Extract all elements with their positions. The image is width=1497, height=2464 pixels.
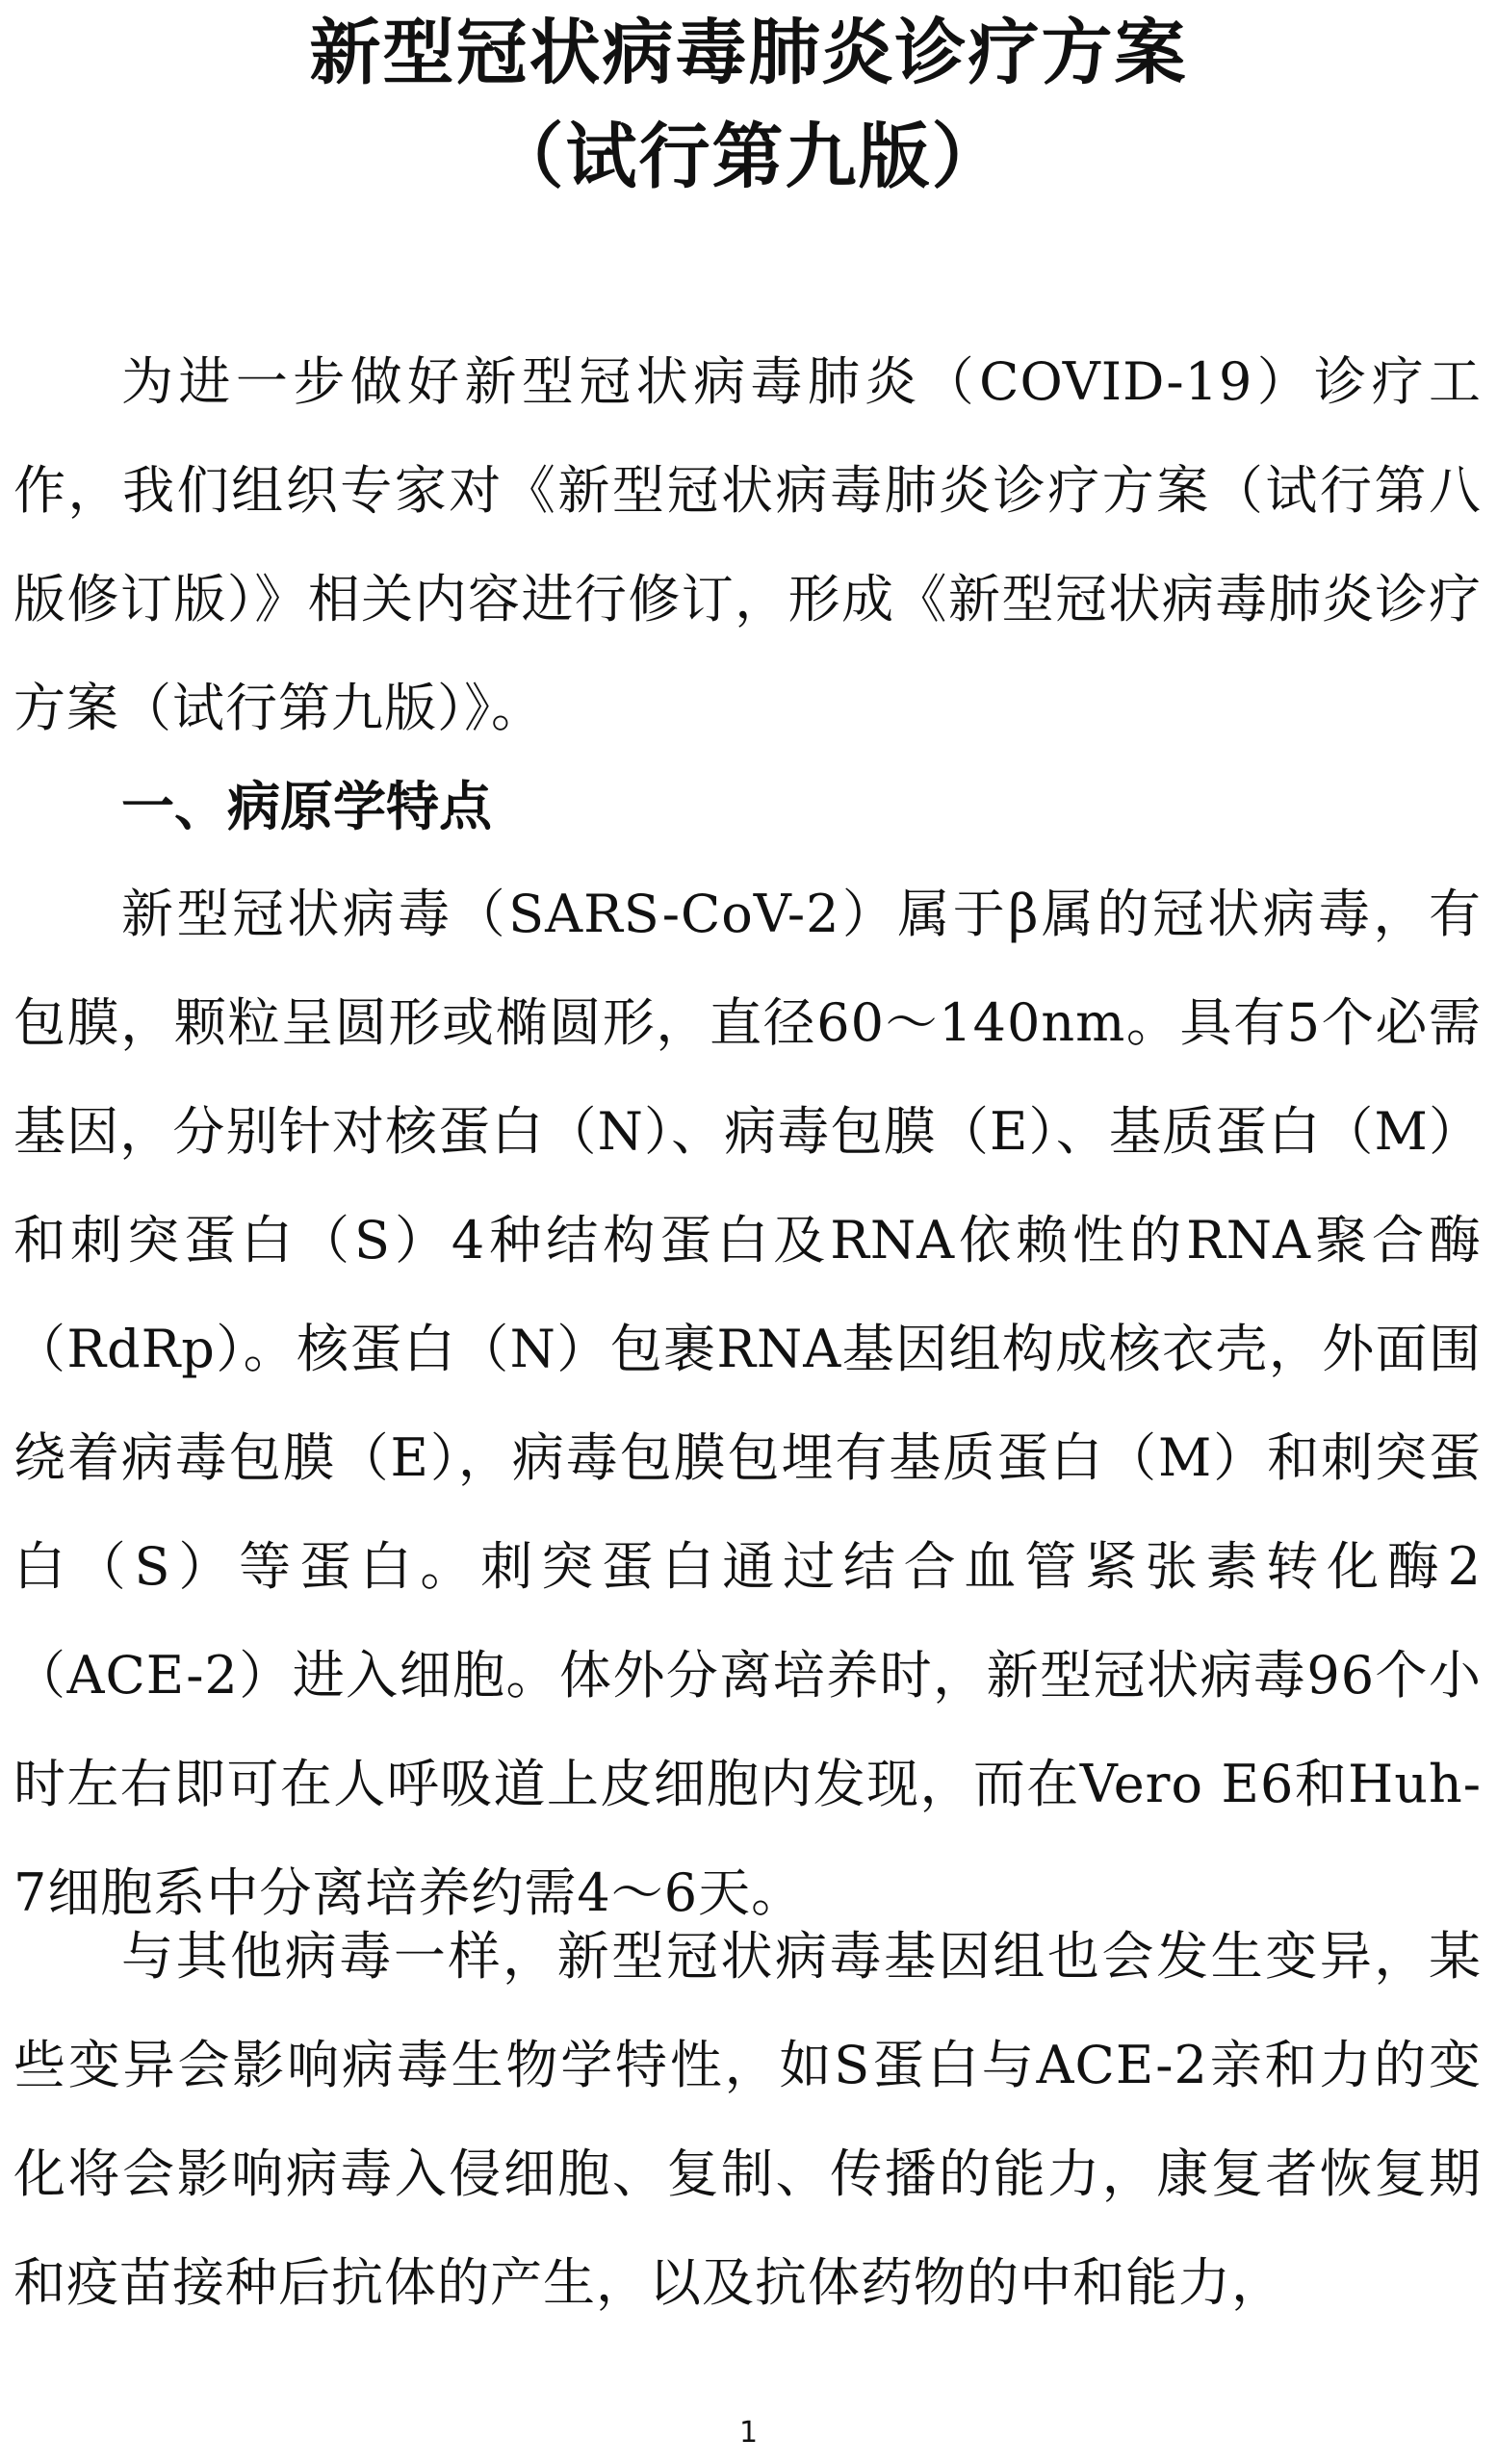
pathogen-paragraph: 新型冠状病毒（SARS-CoV-2）属于β属的冠状病毒，有包膜，颗粒呈圆形或椭圆形，直径60～140nm。具有5个必需基因，分别针对核蛋白（N）、病毒包膜（E）、基质蛋白（M）和刺突蛋白（S）4种结构蛋白及RNA依赖性的RNA聚合酶（RdRp）。核蛋白（N）包裹RNA基因组构成核衣壳，外面围绕着病毒包膜（E），病毒包膜包埋有基质蛋白（M）和刺突蛋白（S）等蛋白。刺突蛋白通过结合血管紧张素转化酶2（ACE-2）进入细胞。体外分离培养时，新型冠状病毒96个小时左右即可在人呼吸道上皮细胞内发现，而在Vero E6和Huh-7细胞系中分离培养约需4～6天。 — [13, 884, 1482, 1923]
document-subtitle: （试行第九版） — [492, 116, 1005, 198]
mutation-paragraph: 与其他病毒一样，新型冠状病毒基因组也会发生变异，某些变异会影响病毒生物学特性，如S蛋白与ACE-2亲和力的变化将会影响病毒入侵细胞、复制、传播的能力，康复者恢复期和疫苗接种后抗体的产生，以及抗体药物的中和能力， — [13, 1926, 1482, 2313]
page-number: 1 — [738, 2416, 759, 2450]
section-heading: 一、病原学特点 — [121, 776, 493, 837]
intro-paragraph: 为进一步做好新型冠状病毒肺炎（COVID-19）诊疗工作，我们组织专家对《新型冠状病毒肺炎诊疗方案（试行第八版修订版）》相关内容进行修订，形成《新型冠状病毒肺炎诊疗方案（试行第九版）》。 — [13, 351, 1482, 738]
document-title: 新型冠状病毒肺炎诊疗方案 — [309, 12, 1188, 94]
